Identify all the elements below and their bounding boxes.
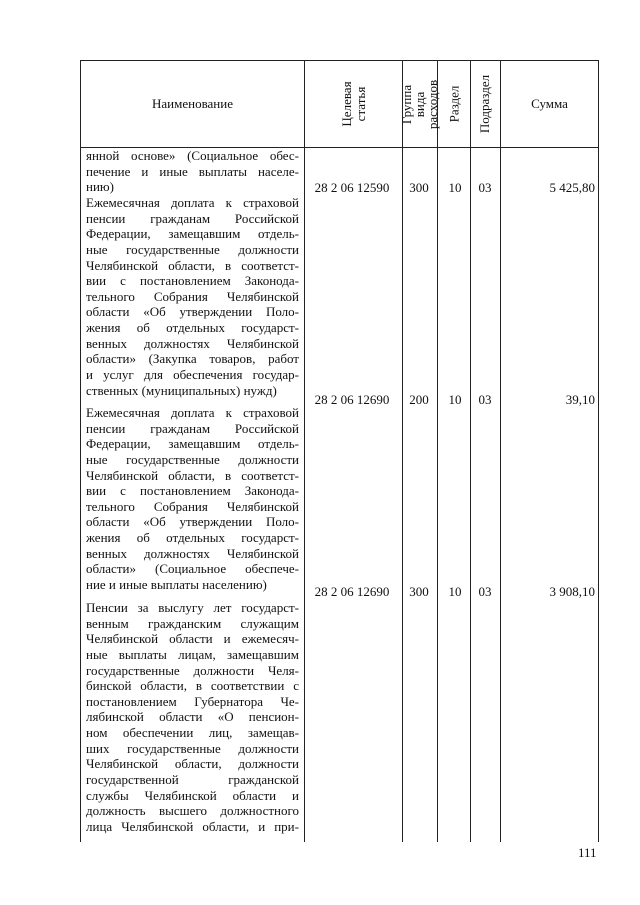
- word: области,: [140, 678, 187, 694]
- word: должности: [238, 241, 299, 257]
- word: Челябинской: [226, 545, 299, 561]
- header-sum: Сумма: [531, 96, 568, 111]
- column-divider-2: [402, 60, 403, 842]
- word: Челя-: [267, 662, 299, 678]
- word: венных: [86, 335, 127, 351]
- word: области»: [86, 561, 136, 577]
- word: области: [232, 787, 277, 803]
- word: ные: [86, 241, 108, 257]
- word: лет: [213, 600, 232, 615]
- table-right-border: [598, 60, 599, 842]
- word: государ-: [252, 367, 299, 383]
- word: гражданам: [150, 210, 211, 226]
- word: об: [136, 320, 150, 336]
- word: с: [120, 273, 126, 289]
- column-divider-1: [304, 60, 305, 842]
- word: с: [120, 483, 126, 499]
- word: населе-: [257, 163, 299, 179]
- word: и: [258, 818, 266, 834]
- word: должности: [238, 756, 299, 772]
- word: Челябинской: [226, 335, 299, 351]
- row-3-code: 28 2 06 12690: [314, 584, 390, 599]
- word: и: [223, 631, 231, 647]
- word: должностях: [143, 335, 210, 351]
- word: товаров,: [209, 351, 256, 367]
- column-divider-3: [437, 60, 438, 842]
- row-1-code: 28 2 06 12590: [314, 180, 390, 195]
- word: (Социальное: [155, 561, 227, 577]
- word: Российской: [234, 210, 299, 226]
- word: жения: [86, 320, 121, 336]
- word: постановлением: [139, 483, 231, 499]
- word: «О: [217, 709, 234, 725]
- word: замещавшим: [168, 226, 241, 242]
- word: Челябинской: [144, 787, 217, 803]
- word: отдель-: [258, 436, 299, 452]
- word: постановлением: [86, 693, 177, 709]
- word: венным: [86, 615, 129, 631]
- word: Ежемесячная: [86, 195, 160, 210]
- word: Федерации,: [86, 226, 151, 242]
- word: лиц,: [208, 725, 233, 741]
- word: гражданам: [150, 420, 211, 436]
- word: Челябинской: [86, 257, 159, 273]
- word: Поло-: [265, 304, 299, 320]
- word: ном: [86, 725, 108, 741]
- word: области: [86, 304, 130, 320]
- word: Законода-: [244, 273, 299, 289]
- word: венных: [86, 545, 127, 561]
- word: Ежемесячная: [86, 405, 160, 420]
- word: доплата: [170, 195, 215, 210]
- word: государственные: [126, 451, 220, 467]
- word: янной: [86, 148, 120, 163]
- header-target: Целевая статья: [338, 81, 368, 127]
- word: Челябинской: [86, 756, 159, 772]
- word: страховой: [243, 195, 299, 210]
- word: отдельных: [166, 320, 225, 336]
- word: должностях: [143, 545, 210, 561]
- word: ные: [86, 451, 108, 467]
- header-subsection: Подраздел: [477, 74, 493, 134]
- word: и: [141, 163, 149, 179]
- word: Российской: [234, 420, 299, 436]
- word: Губернатора: [194, 693, 263, 709]
- word: ежемесяч-: [241, 631, 299, 647]
- word: для: [143, 367, 163, 383]
- word: Че-: [280, 693, 299, 709]
- word: иные: [159, 163, 188, 179]
- word: пенсии: [86, 210, 126, 226]
- word: ные: [86, 646, 108, 662]
- word: пенсион-: [248, 709, 299, 725]
- header-name: Наименование: [152, 96, 233, 111]
- word: Федерации,: [86, 436, 151, 452]
- word: доплата: [170, 405, 215, 420]
- word: выплаты: [118, 646, 167, 662]
- word: об: [136, 530, 150, 546]
- word: к: [225, 195, 232, 210]
- word: утверждении: [179, 304, 253, 320]
- word: «Об: [143, 304, 166, 320]
- column-divider-5: [500, 60, 501, 842]
- word: Челябинской: [121, 818, 194, 834]
- column-divider-4: [470, 60, 471, 842]
- page-number: 111: [578, 845, 597, 860]
- word: Челябинской: [226, 288, 299, 304]
- word: государст-: [241, 320, 299, 336]
- word: лицам,: [178, 646, 216, 662]
- word: гражданским: [147, 615, 222, 631]
- word: в: [225, 257, 232, 273]
- word: службы: [86, 787, 129, 803]
- word: гражданской: [228, 772, 299, 788]
- word: Челябинской: [86, 467, 159, 483]
- word: лябинской: [86, 709, 144, 725]
- row-2-subsection: 03: [478, 392, 492, 407]
- row-2-code: 28 2 06 12690: [314, 392, 390, 407]
- word: тельного: [86, 498, 135, 514]
- word: обеспече-: [245, 561, 299, 577]
- word: к: [225, 405, 232, 420]
- word: вии: [86, 273, 107, 289]
- word: государст-: [241, 600, 299, 615]
- row-3-description: Ежемесячная доплата к страховой пенсии гражданам Российской Федерации, замещавшим отдель- ные государственные должности Челябинской области, в соответст- вии с постановлением Законода- тельного Собрания Челябинской области «Об утверждении Поло- жения об отдельных государст- венных должностях Челябинской области» (Социальное обеспече- ние и иные выплаты населению): [86, 405, 299, 593]
- word: области,: [174, 756, 222, 772]
- word: замещав-: [247, 725, 299, 741]
- word: тельного: [86, 288, 135, 304]
- word: Челябинской: [86, 631, 159, 647]
- word: страховой: [243, 405, 299, 420]
- word: отдельных: [166, 530, 225, 546]
- word: области»: [86, 351, 136, 367]
- word: пенсии: [86, 420, 126, 436]
- row-3-sum: 3 908,10: [549, 584, 595, 599]
- row-2-section: 10: [448, 392, 462, 407]
- word: выплаты: [198, 163, 247, 179]
- word: государственные: [86, 662, 180, 678]
- word: соответст-: [241, 467, 299, 483]
- row-3-subsection: 03: [478, 584, 492, 599]
- word: Законода-: [244, 483, 299, 499]
- word: постановлением: [139, 273, 231, 289]
- row-1-description: янной основе» (Социальное обес- печение и иные выплаты населе- нию): [86, 148, 299, 195]
- word: лица: [86, 818, 113, 834]
- word: ших: [86, 740, 110, 756]
- word: отдель-: [258, 226, 299, 242]
- word: области,: [168, 467, 215, 483]
- word: обеспечении: [122, 725, 194, 741]
- word: соответствии: [210, 678, 285, 694]
- row-2-description: Ежемесячная доплата к страховой пенсии гражданам Российской Федерации, замещавшим отдель- ные государственные должности Челябинской области, в соответст- вии с постановлением Законода- тельного Собрания Челябинской области «Об утверждении Поло- жения об отдельных государст- венных должностях Челябинской области» (Закупка товаров, работ и услуг для обеспечения государ- ственных (муниципальных) нужд): [86, 195, 299, 398]
- word: (Социальное: [187, 148, 259, 163]
- word: Челябинской: [226, 498, 299, 514]
- word: должности: [238, 740, 299, 756]
- word: основе»: [131, 148, 176, 163]
- word: государственные: [126, 241, 220, 257]
- word: государственной: [86, 772, 179, 788]
- word: Пенсии: [86, 600, 128, 615]
- row-4-description: [86, 600, 299, 835]
- row-1-subsection: 03: [478, 180, 492, 195]
- word: (Закупка: [148, 351, 197, 367]
- word: за: [137, 600, 149, 615]
- word: области: [159, 709, 203, 725]
- word: области,: [202, 818, 250, 834]
- word: обес-: [269, 148, 299, 163]
- word: Поло-: [265, 514, 299, 530]
- word: утверждении: [179, 514, 253, 530]
- word: должностного: [220, 803, 299, 819]
- word: услуг: [103, 367, 134, 383]
- word: государст-: [241, 530, 299, 546]
- word: жения: [86, 530, 121, 546]
- row-3-section: 10: [448, 584, 462, 599]
- word: в: [195, 678, 202, 694]
- word: выслугу: [158, 600, 204, 615]
- word: бинской: [86, 678, 132, 694]
- word: Собрания: [153, 498, 208, 514]
- word: должности: [238, 451, 299, 467]
- word: вии: [86, 483, 107, 499]
- word: государственные: [127, 740, 221, 756]
- word: должность: [86, 803, 146, 819]
- word: при-: [274, 818, 299, 834]
- word: высшего: [159, 803, 207, 819]
- word: должности: [193, 662, 255, 678]
- word: области: [169, 631, 213, 647]
- word: замещавшим: [168, 436, 241, 452]
- row-1-group: 300: [409, 180, 429, 195]
- word: области,: [168, 257, 215, 273]
- word: в: [225, 467, 232, 483]
- word: и: [292, 787, 299, 803]
- header-section: Раздел: [446, 85, 461, 123]
- word: «Об: [143, 514, 166, 530]
- word: с: [293, 678, 299, 694]
- word: печение: [86, 163, 131, 179]
- row-3-group: 300: [409, 584, 429, 599]
- word: обеспечения: [173, 367, 243, 383]
- word: области: [86, 514, 130, 530]
- word: Собрания: [153, 288, 208, 304]
- word: служащим: [240, 615, 299, 631]
- word: работ: [268, 351, 299, 367]
- word: соответст-: [241, 257, 299, 273]
- row-1-sum: 5 425,80: [549, 180, 595, 195]
- word: замещавшим: [226, 646, 299, 662]
- word: и: [86, 367, 93, 383]
- table-left-border: [80, 60, 81, 842]
- row-2-group: 200: [409, 392, 429, 407]
- header-group: Группа вида расходов: [399, 79, 441, 129]
- row-1-section: 10: [448, 180, 462, 195]
- row-2-sum: 39,10: [565, 392, 595, 407]
